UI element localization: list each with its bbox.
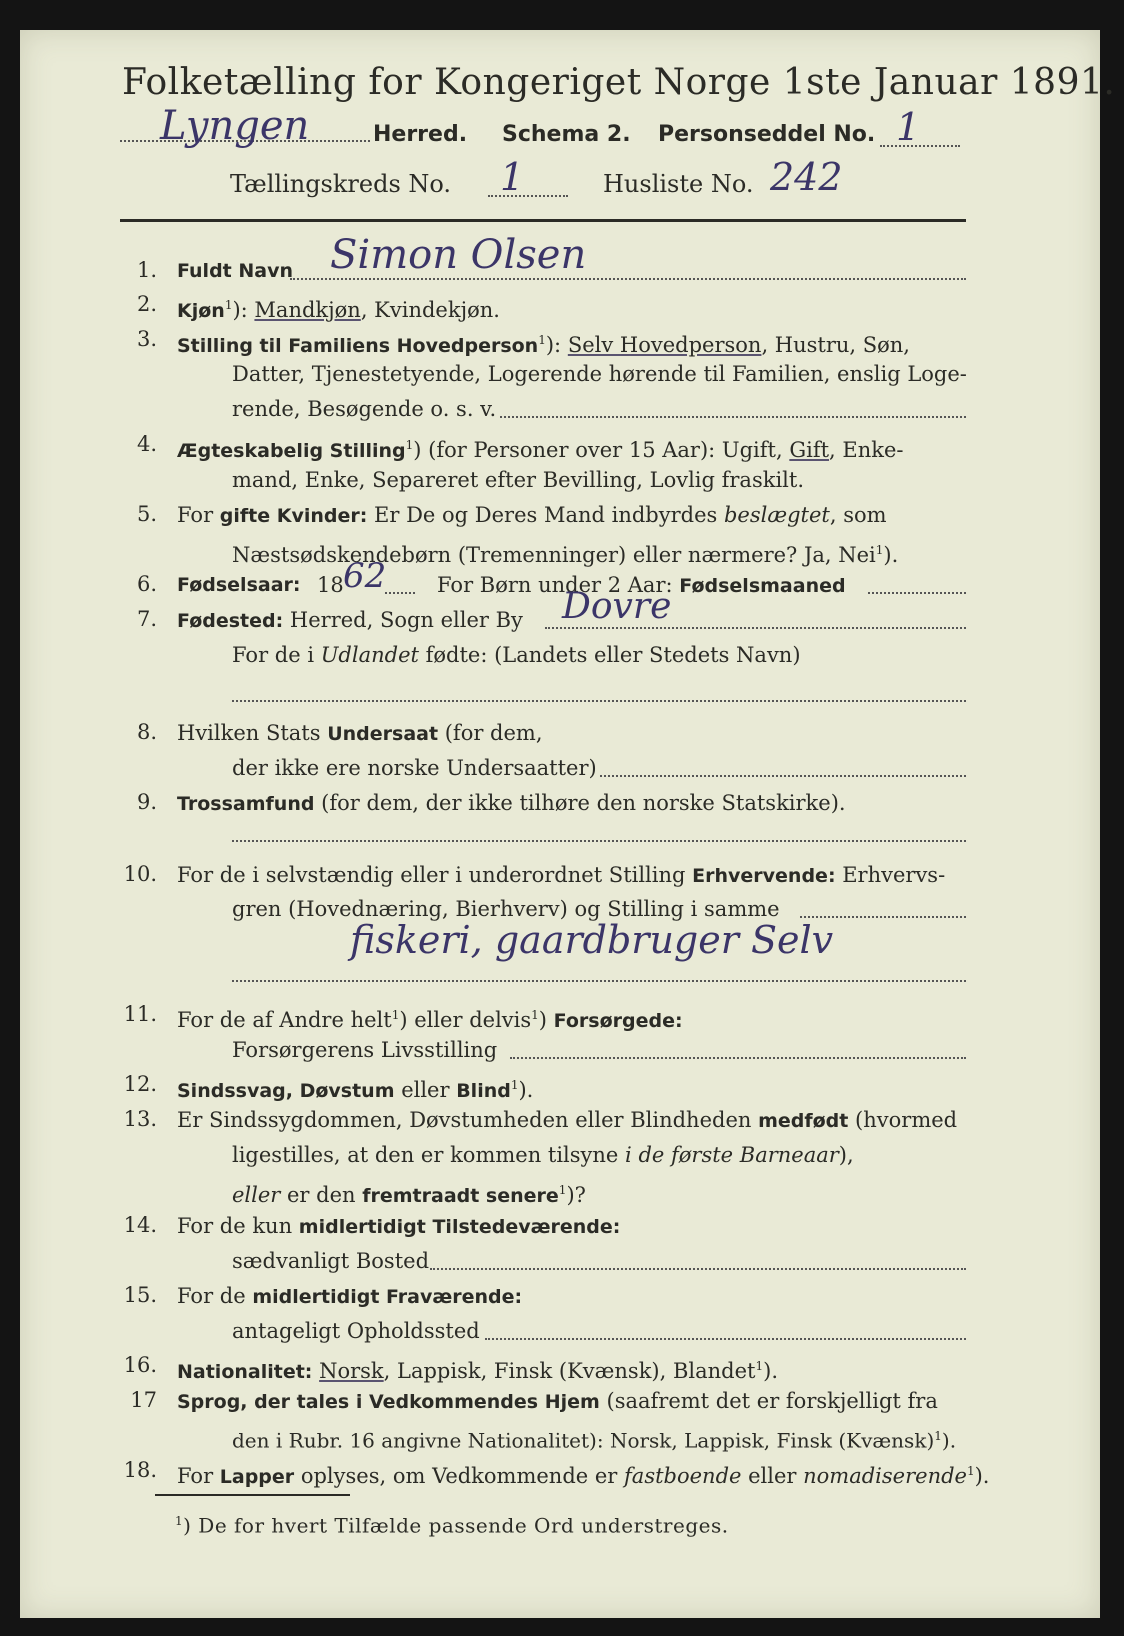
q13-text-a: Er Sindssygdommen, Døvstumheden eller Blindheden — [177, 1108, 759, 1132]
q5-italic-beslaegtet: beslægtet — [723, 503, 830, 527]
q11-label: Forsørgede: — [553, 1010, 683, 1032]
q16-label: Nationalitet: — [177, 1361, 313, 1383]
q8-number: 8. — [136, 720, 157, 744]
q7-dots — [545, 627, 966, 629]
q11-line1 — [177, 1002, 683, 1034]
q8-line1 — [177, 720, 543, 747]
q8-line2: der ikke ere norske Undersaatter) — [232, 756, 597, 780]
footnote-text: ) De for hvert Tilfælde passende Ord understreges. — [183, 1513, 729, 1538]
q2-sup: 1 — [224, 298, 233, 312]
q3-number: 3. — [136, 327, 157, 351]
q4-number: 4. — [136, 432, 157, 456]
q3-label: Stilling til Familiens Hovedperson — [177, 335, 539, 357]
q13-line3-b: )? — [566, 1183, 586, 1207]
q17-label: Sprog, der tales i Vedkommendes Hjem — [177, 1391, 600, 1413]
q3-text-a: ): — [545, 333, 568, 357]
taellingskreds-number: 1 — [500, 155, 525, 199]
q13-line3-italic: eller — [232, 1183, 281, 1207]
q13-number: 13. — [123, 1107, 157, 1131]
q18-label: Lapper — [219, 1466, 295, 1488]
q1-number: 1. — [136, 258, 157, 282]
q7-number: 7. — [136, 607, 157, 631]
q6-label2: Fødselsmaaned — [679, 575, 846, 597]
q5-label: gifte Kvinder: — [219, 505, 368, 527]
q13-label: medfødt — [758, 1110, 849, 1132]
q14-line2: sædvanligt Bosted — [232, 1249, 430, 1273]
q17-text-a: (saafremt det er forskjelligt fra — [599, 1389, 938, 1413]
q15-number: 15. — [123, 1283, 157, 1307]
q13-line3-sup: 1 — [558, 1183, 567, 1197]
q10-label: Erhvervende: — [692, 865, 836, 887]
q3-line1 — [177, 327, 910, 359]
q12-sup: 1 — [510, 1078, 519, 1092]
q6-text-a: For Børn under 2 Aar: — [437, 573, 680, 597]
q5-line1 — [177, 502, 887, 529]
q10-text-b: Erhvervs- — [835, 863, 946, 887]
q18-text-a: For — [177, 1464, 220, 1488]
q15-label: midlertidigt Fraværende: — [252, 1286, 523, 1308]
q17-line2-text: den i Rubr. 16 angivne Nationalitet): Norsk, Lappisk, Finsk (Kvænsk) — [232, 1428, 935, 1453]
q6-year-prefix: 18 — [317, 573, 344, 597]
q12-text-a: eller — [394, 1078, 457, 1102]
q16-text-a: , Lappisk, Finsk (Kvænsk), Blandet — [383, 1359, 756, 1383]
q7-answer-birthplace: Dovre — [562, 586, 672, 627]
q5-label-a: For — [177, 503, 220, 527]
q7-text-a: Herred, Sogn eller By — [283, 608, 523, 632]
q7-line2 — [232, 642, 801, 668]
q13-line3-label: fremtraadt senere — [362, 1185, 559, 1207]
q17-line2-end: ). — [941, 1428, 957, 1453]
q15-line2: antageligt Opholdssted — [232, 1319, 480, 1343]
q18-line — [177, 1458, 989, 1490]
q12-number: 12. — [123, 1072, 157, 1096]
q8-text-a: Hvilken Stats — [177, 721, 328, 745]
q12-text-b: ). — [518, 1078, 534, 1102]
q3-dots — [500, 416, 966, 418]
q6-number: 6. — [136, 572, 157, 596]
q1-label: Fuldt Navn — [177, 260, 294, 282]
q14-text-a: For de kun — [177, 1214, 299, 1238]
footnote-rule — [155, 1494, 350, 1496]
q5-line2-sup: 1 — [875, 543, 884, 557]
q10-text-a: For de i selvstændig eller i underordnet Stilling — [177, 863, 693, 887]
q10-dots-b — [232, 980, 966, 982]
q2-line — [177, 292, 500, 324]
q12-label: Sindssvag, Døvstum — [177, 1080, 395, 1102]
herred-handwritten: Lyngen — [160, 103, 310, 149]
q2-text-b: , Kvindekjøn. — [360, 298, 500, 322]
q4-label: Ægteskabelig Stilling — [177, 440, 406, 462]
q3-sup: 1 — [538, 333, 546, 347]
q9-text-a: (for dem, der ikke tilhøre den norske Statskirke). — [314, 791, 846, 815]
footnote — [175, 1508, 729, 1539]
q5-line2 — [232, 537, 898, 568]
q11-text-a: For de af Andre helt — [177, 1008, 392, 1032]
q9-line — [177, 790, 846, 817]
q11-line2: Forsørgerens Livsstilling — [232, 1038, 498, 1062]
q10-line2: gren (Hovednæring, Bierhverv) og Stilling i samme — [232, 897, 780, 921]
personseddel-number: 1 — [896, 105, 921, 149]
header-rule — [120, 219, 966, 222]
q17-line2-sup: 1 — [934, 1429, 942, 1443]
q14-dots — [430, 1268, 966, 1270]
q11-sup1: 1 — [391, 1008, 400, 1022]
q6-dots-b — [868, 592, 966, 594]
q7-line2-a: For de i — [232, 643, 321, 667]
q10-number: 10. — [123, 862, 157, 886]
q7-dots-2 — [232, 700, 966, 702]
q12-label2: Blind — [456, 1080, 511, 1102]
q4-text-b: , Enke- — [829, 438, 904, 462]
taellingskreds-label: Tællingskreds No. — [230, 170, 452, 198]
q4-sup: 1 — [405, 438, 414, 452]
husliste-label: Husliste No. — [603, 170, 754, 198]
q8-label: Undersaat — [327, 723, 439, 745]
q5-line2-end: ). — [883, 543, 899, 567]
q13-line3-a: er den — [280, 1183, 363, 1207]
q3-text-b: , Hustru, Søn, — [761, 333, 910, 357]
q4-text-a: ) (for Personer over 15 Aar): Ugift, — [413, 438, 790, 462]
q16-text-b: ). — [763, 1359, 778, 1383]
q18-sup: 1 — [966, 1464, 975, 1478]
q5-text-a: Er De og Deres Mand indbyrdes — [367, 503, 724, 527]
personseddel-label: Personseddel No. — [658, 122, 876, 147]
q5-text-b: , som — [829, 503, 887, 527]
q13-line2 — [232, 1142, 854, 1168]
q15-text-a: For de — [177, 1284, 253, 1308]
q9-dots — [232, 840, 966, 842]
q17-line1 — [177, 1388, 938, 1415]
schema-label: Schema 2. — [502, 122, 631, 147]
q2-option-mandkjon: Mandkjøn — [254, 298, 361, 322]
q9-label: Trossamfund — [177, 793, 315, 815]
q7-line2-b: fødte: (Landets eller Stedets Navn) — [418, 643, 801, 667]
q18-text-b: oplyses, om Vedkommende er — [294, 1464, 625, 1488]
q17-number: 17 — [130, 1388, 157, 1412]
q14-line1 — [177, 1213, 620, 1240]
q13-line2-b: ), — [838, 1143, 854, 1167]
q5-line2-text: Næstsødskendebørn (Tremenninger) eller nærmere? Ja, Nei — [232, 543, 876, 567]
q14-number: 14. — [123, 1213, 157, 1237]
q4-option-gift: Gift — [789, 438, 830, 462]
personseddel-dots — [880, 145, 960, 147]
q16-option-norsk: Norsk — [319, 1359, 384, 1383]
q17-line2 — [232, 1423, 956, 1454]
q2-label: Kjøn — [177, 300, 225, 322]
q16-number: 16. — [123, 1353, 157, 1377]
husliste-number: 242 — [770, 155, 843, 199]
q3-line3: rende, Besøgende o. s. v. — [232, 397, 497, 421]
q18-text-d: ). — [974, 1464, 990, 1488]
herred-label: Herred. — [373, 122, 468, 147]
q13-line2-a: ligestilles, at den er kommen tilsyne — [232, 1143, 626, 1167]
q13-line1 — [177, 1107, 957, 1134]
q10-line1 — [177, 862, 945, 889]
q13-text-b: (hvormed — [848, 1108, 958, 1132]
q18-number: 18. — [123, 1458, 157, 1482]
q13-line3 — [232, 1177, 586, 1209]
q3-line2: Datter, Tjenestetyende, Logerende hørende til Familien, enslig Loge- — [232, 362, 967, 386]
q1-answer-name: Simon Olsen — [330, 232, 587, 278]
q8-text-b: (for dem, — [438, 721, 543, 745]
q15-line1 — [177, 1283, 522, 1310]
q13-line2-italic: i de første Barneaar — [625, 1143, 839, 1167]
q16-line — [177, 1353, 778, 1385]
q7-label: Fødested: — [177, 610, 284, 632]
q15-dots — [485, 1338, 966, 1340]
form-title: Folketælling for Kongeriget Norge 1ste Januar 1891. — [122, 62, 1116, 103]
q6-year-handwritten: 62 — [343, 556, 387, 596]
q11-text-b: ) eller delvis — [399, 1008, 532, 1032]
q18-italic-nomadiserende: nomadiserende — [803, 1464, 967, 1488]
q6-dots-a — [385, 592, 415, 594]
q9-number: 9. — [136, 790, 157, 814]
q10-answer-occupation: fiskeri, gaardbruger Selv — [350, 918, 834, 962]
q2-text-a: ): — [232, 298, 255, 322]
q11-dots — [510, 1057, 966, 1059]
q3-option-selv-hovedperson: Selv Hovedperson — [567, 333, 762, 357]
q1-dots — [290, 278, 966, 280]
q7-line2-italic: Udlandet — [320, 643, 419, 667]
q4-line1 — [177, 432, 904, 464]
q5-number: 5. — [136, 502, 157, 526]
q7-line1 — [177, 607, 523, 634]
q11-text-c: ) — [538, 1008, 554, 1032]
taellingskreds-dots — [488, 195, 568, 197]
q8-dots — [600, 775, 966, 777]
q4-line2: mand, Enke, Separeret efter Bevilling, Lovlig fraskilt. — [232, 468, 805, 492]
q18-italic-fastboende: fastboende — [624, 1464, 742, 1488]
q14-label: midlertidigt Tilstedeværende: — [298, 1216, 621, 1238]
q6-label: Fødselsaar: — [177, 574, 301, 596]
q11-number: 11. — [123, 1002, 157, 1026]
q18-text-c: eller — [741, 1464, 804, 1488]
q16-sup: 1 — [755, 1359, 764, 1373]
q12-line — [177, 1072, 533, 1104]
q11-sup2: 1 — [531, 1008, 539, 1022]
footnote-sup: 1 — [175, 1514, 184, 1528]
q2-number: 2. — [136, 292, 157, 316]
